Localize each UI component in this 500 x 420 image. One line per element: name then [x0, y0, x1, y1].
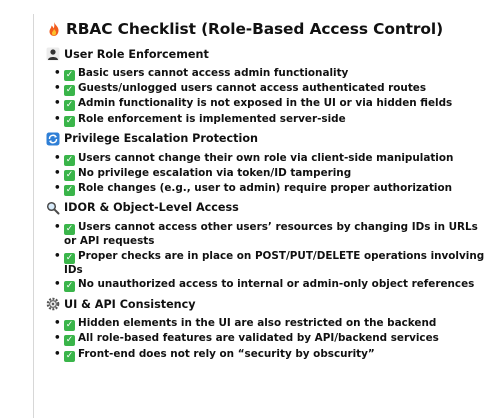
section-heading-text: Privilege Escalation Protection — [64, 132, 258, 146]
bullet: • — [54, 181, 61, 194]
item-text: Basic users cannot access admin functionality — [78, 67, 349, 79]
check-mark-icon: ✓ — [65, 70, 74, 80]
list-item — [56, 317, 485, 331]
fire-icon — [46, 21, 62, 37]
list-item — [56, 167, 485, 181]
page-title — [46, 20, 485, 38]
list-item — [56, 97, 485, 111]
bullet: • — [54, 347, 61, 360]
check-mark-icon: ✓ — [65, 100, 74, 111]
list-item — [56, 82, 485, 96]
bullet: • — [54, 151, 61, 164]
bullet: • — [54, 82, 61, 95]
list-item — [56, 348, 485, 362]
bullet: • — [54, 220, 61, 233]
section-heading — [46, 47, 485, 61]
section-user-role-enforcement — [46, 47, 485, 127]
checklist — [46, 221, 485, 292]
item-text: Users cannot change their own role via client-side manipulation — [78, 151, 454, 164]
list-item — [56, 278, 485, 292]
list-item — [56, 113, 485, 127]
bullet: • — [54, 278, 61, 291]
item-text: Admin functionality is not exposed in the UI or via hidden fields — [78, 97, 453, 110]
check-mark-icon: ✓ — [65, 115, 74, 126]
section-idor-object-access — [46, 201, 485, 292]
section-heading-text: IDOR & Object-Level Access — [64, 201, 239, 215]
section-heading — [46, 297, 485, 311]
checklist — [46, 317, 485, 361]
check-mark-icon: ✓ — [65, 320, 74, 331]
check-mark-icon: ✓ — [65, 281, 74, 292]
section-heading — [46, 132, 485, 146]
bullet: • — [54, 112, 61, 125]
section-heading — [46, 201, 485, 215]
bullet: • — [54, 332, 61, 345]
check-mark-icon: ✓ — [65, 154, 74, 165]
item-text: Hidden elements in the UI are also restricted on the backend — [78, 317, 437, 330]
section-privilege-escalation — [46, 132, 485, 196]
item-text: Users cannot access other users’ resources by changing IDs in URLs or API requests — [64, 220, 478, 247]
section-ui-api-consistency — [46, 297, 485, 361]
bullet: • — [54, 166, 61, 179]
check-mark-icon: ✓ — [65, 335, 74, 346]
document-content — [46, 20, 485, 367]
checklist — [46, 152, 485, 196]
document-page — [33, 14, 489, 418]
list-item — [56, 182, 485, 196]
item-text: No unauthorized access to internal or admin-only object references — [78, 278, 475, 291]
magnifier-icon — [46, 201, 60, 215]
section-heading-text: UI & API Consistency — [64, 297, 196, 311]
bullet: • — [54, 249, 61, 262]
bullet: • — [54, 317, 61, 330]
bullet: • — [54, 67, 61, 79]
list-item — [56, 250, 485, 277]
item-text: Proper checks are in place on POST/PUT/DELETE operations involving IDs — [64, 249, 485, 276]
user-silhouette-icon — [46, 47, 60, 61]
cycle-arrows-icon — [46, 132, 60, 146]
title-text: RBAC Checklist (Role-Based Access Control) — [66, 20, 444, 38]
list-item — [56, 67, 485, 81]
item-text: Front-end does not rely on “security by obscurity” — [78, 347, 375, 360]
item-text: All role-based features are validated by API/backend services — [78, 332, 439, 345]
item-text: Guests/unlogged users cannot access authenticated routes — [78, 82, 427, 95]
check-mark-icon: ✓ — [65, 252, 74, 263]
item-text: No privilege escalation via token/ID tampering — [78, 166, 352, 179]
check-mark-icon: ✓ — [65, 169, 74, 180]
item-text: Role changes (e.g., user to admin) require proper authorization — [78, 181, 453, 194]
gear-icon — [46, 297, 60, 311]
list-item — [56, 332, 485, 346]
check-mark-icon: ✓ — [65, 85, 74, 96]
list-item — [56, 221, 485, 248]
checklist — [46, 67, 485, 127]
list-item — [56, 152, 485, 166]
check-mark-icon: ✓ — [65, 184, 74, 195]
check-mark-icon: ✓ — [65, 350, 74, 361]
check-mark-icon: ✓ — [65, 223, 74, 234]
section-heading-text: User Role Enforcement — [64, 47, 209, 61]
item-text: Role enforcement is implemented server-side — [78, 112, 346, 125]
bullet: • — [54, 97, 61, 110]
